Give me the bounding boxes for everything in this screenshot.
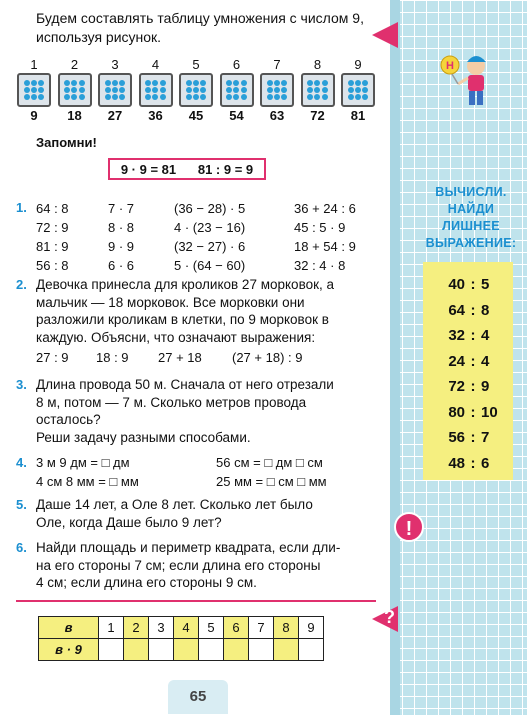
task-1-expr: 45 : 5 · 9: [294, 220, 346, 235]
task-2-expressions: [36, 350, 356, 365]
die-nine-dots-icon: [98, 73, 132, 107]
die-column: [57, 58, 93, 123]
table-answer-cell[interactable]: [299, 639, 324, 661]
task-5-number: 5.: [16, 497, 27, 512]
side-expression-part: 5: [481, 276, 490, 293]
die-index: 9: [354, 57, 362, 72]
question-mark: ?: [384, 607, 395, 627]
die-index: 1: [30, 57, 38, 72]
side-expression-part: 6: [481, 454, 490, 472]
task-1-expr: 81 : 9: [36, 239, 69, 254]
task-2-line: Девочка принесла для кроликов 27 морковок, а: [36, 277, 335, 292]
task-1-expr: 7 · 7: [108, 201, 135, 216]
die-nine-dots-icon: [341, 73, 375, 107]
table-cell: 9: [299, 617, 324, 639]
side-expression-part: :: [470, 276, 476, 293]
die-product: 27: [107, 108, 123, 123]
boy-character-icon: [438, 48, 494, 110]
task-1-expr: 32 : 4 · 8: [294, 258, 346, 273]
die-product: 81: [350, 108, 366, 123]
side-expression-part: 56: [448, 429, 465, 446]
side-expressions-box: [423, 262, 513, 480]
side-expression-part: :: [470, 429, 476, 446]
side-expression-part: :: [470, 403, 476, 421]
task-2-number: 2.: [16, 277, 27, 292]
side-expression-part: :: [470, 301, 476, 319]
die-nine-dots-icon: [260, 73, 294, 107]
die-nine-dots-icon: [220, 73, 254, 107]
side-title-line: ВЫЧИСЛИ.: [435, 185, 507, 199]
die-column: [97, 58, 133, 123]
side-expression: [423, 298, 513, 324]
task-3-number: 3.: [16, 377, 27, 392]
task-5-line: Оле, когда Даше было 9 лет?: [36, 514, 222, 530]
side-expression-part: 32: [448, 327, 465, 344]
side-expression-part: 48: [448, 454, 465, 472]
table-cell: 4: [174, 617, 199, 639]
task-3-line: осталось?: [36, 412, 101, 427]
task-2-expr: 27 + 18: [158, 350, 202, 365]
warning-icon: !: [394, 512, 424, 542]
task-1-grid: [36, 200, 376, 274]
die-index: 8: [313, 57, 322, 72]
side-expression-part: 24: [448, 352, 465, 370]
die-column: [138, 58, 174, 123]
side-expression-part: 40: [448, 276, 465, 293]
task-6-line: на его стороны 7 см; если длина его стороны: [36, 557, 321, 573]
task-5-line: Даше 14 лет, а Оле 8 лет. Сколько лет было: [36, 497, 313, 512]
task-4-grid: [36, 454, 376, 490]
die-product: 18: [67, 108, 82, 123]
task-1-expr: (32 − 27) · 6: [174, 239, 246, 254]
die-nine-dots-icon: [58, 73, 92, 107]
side-expression: [423, 323, 513, 349]
page-number: 65: [168, 680, 228, 714]
task-1-expr: 8 · 8: [108, 220, 135, 235]
die-product: 36: [148, 108, 163, 123]
table-answer-cell[interactable]: [149, 639, 174, 661]
table-cell: 8: [274, 617, 299, 639]
side-expression-part: :: [470, 352, 476, 370]
table-answer-cell[interactable]: [199, 639, 224, 661]
side-expression-part: 9: [481, 378, 490, 395]
die-column: [178, 58, 214, 123]
side-expression-part: :: [470, 327, 476, 344]
die-index: 5: [192, 57, 200, 72]
die-column: [340, 58, 376, 123]
die-column: [300, 58, 336, 123]
table-answer-cell[interactable]: [249, 639, 274, 661]
side-expression-part: :: [470, 454, 476, 472]
side-expression: [423, 425, 513, 451]
task-4-number: 4.: [16, 455, 27, 470]
side-expression: [423, 400, 513, 426]
task-4-item: 4 см 8 мм = □ мм: [36, 474, 139, 489]
table-answer-cell[interactable]: [274, 639, 299, 661]
die-index: 7: [273, 57, 281, 72]
task-6-number: 6.: [16, 540, 27, 555]
side-expression-part: 4: [481, 327, 490, 344]
die-column: [16, 58, 52, 123]
side-expression: [423, 451, 513, 477]
die-product: 63: [269, 108, 285, 123]
remember-label: Запомни!: [36, 135, 97, 150]
task-1-expr: 4 · (23 − 16): [174, 220, 246, 235]
die-nine-dots-icon: [179, 73, 213, 107]
table-row: [39, 617, 324, 639]
table-cell: 1: [99, 617, 124, 639]
die-index: 4: [151, 57, 160, 72]
side-expression-part: 10: [481, 403, 498, 421]
side-title-line: ВЫРАЖЕНИЕ:: [425, 236, 517, 250]
task-2-expr: 18 : 9: [96, 350, 129, 365]
badge-letter: Н: [446, 60, 454, 72]
side-expression: [423, 374, 513, 400]
table-cell: 3: [149, 617, 174, 639]
table-cell: 5: [199, 617, 224, 639]
multiplication-table: [38, 616, 324, 661]
die-index: 3: [111, 57, 119, 72]
die-column: [219, 58, 255, 123]
table-answer-cell[interactable]: [174, 639, 199, 661]
side-expression-part: 7: [481, 429, 490, 446]
task-5-text: [36, 496, 376, 531]
die-product: 9: [30, 108, 38, 123]
task-1-expr: 9 · 9: [108, 239, 135, 254]
task-4-item: 25 мм = □ см □ мм: [216, 474, 327, 489]
task-2-expr: (27 + 18) : 9: [232, 350, 303, 365]
rule-divide: 81 : 9 = 9: [197, 161, 254, 177]
table-answer-cell[interactable]: [99, 639, 124, 661]
side-expression-part: 72: [448, 378, 465, 395]
side-title-line: ЛИШНЕЕ: [442, 219, 500, 233]
task-4-item: 56 см = □ дм □ см: [216, 455, 323, 470]
task-6-text: [36, 539, 376, 592]
task-2-text: [36, 276, 376, 346]
side-expression: [423, 349, 513, 375]
task-4-item: 3 м 9 дм = □ дм: [36, 455, 130, 470]
die-nine-dots-icon: [301, 73, 335, 107]
side-expression-part: 80: [448, 403, 465, 421]
task-1-expr: 56 : 8: [36, 258, 69, 273]
die-nine-dots-icon: [17, 73, 51, 107]
task-3-text: [36, 376, 376, 446]
task-1-expr: (36 − 28) · 5: [174, 201, 246, 216]
side-title-line: НАЙДИ: [447, 202, 495, 216]
die-index: 2: [70, 57, 79, 72]
task-1-expr: 6 · 6: [108, 258, 135, 273]
dice-row: [16, 58, 376, 123]
table-answer-cell[interactable]: [224, 639, 249, 661]
side-title: [418, 184, 524, 252]
rule-multiply: 9 · 9 = 81: [120, 161, 177, 177]
table-row: [39, 639, 324, 661]
task-1-expr: 72 : 9: [36, 220, 69, 235]
side-expression-part: :: [470, 378, 476, 395]
task-2-line: каждую. Объясни, что означают выражения:: [36, 329, 316, 345]
divider-line: [16, 600, 376, 602]
table-header-cell: в: [39, 617, 99, 639]
task-3-line: Реши задачу разными способами.: [36, 429, 251, 445]
rule-box: [108, 158, 266, 180]
task-1-expr: 5 · (64 − 60): [174, 258, 246, 273]
die-nine-dots-icon: [139, 73, 173, 107]
task-1-expr: 64 : 8: [36, 201, 69, 216]
table-answer-cell[interactable]: [124, 639, 149, 661]
intro-text: Будем составлять таблицу умножения с числом 9, используя рисунок.: [36, 10, 364, 45]
table-cell: 2: [124, 617, 149, 639]
table-cell: 6: [224, 617, 249, 639]
task-6-line: Найди площадь и периметр квадрата, если дли-: [36, 540, 341, 555]
die-product: 72: [310, 108, 325, 123]
die-product: 54: [229, 108, 244, 123]
task-2-line: разложили кроликам в клетки, по 9 морковок в: [36, 312, 329, 327]
die-index: 6: [232, 57, 241, 72]
side-expression-part: 64: [448, 301, 465, 319]
task-2-line: мальчик — 18 морковок. Все морковки они: [36, 294, 305, 310]
side-expression: [423, 272, 513, 298]
side-expression-part: 8: [481, 301, 490, 319]
table-header-cell: в · 9: [39, 639, 99, 661]
task-6-line: 4 см; если длина его стороны 9 см.: [36, 575, 257, 590]
task-1-expr: 36 + 24 : 6: [294, 201, 356, 216]
task-2-expr: 27 : 9: [36, 350, 69, 365]
task-1-number: 1.: [16, 200, 27, 215]
task-3-line: Длина провода 50 м. Сначала от него отрезали: [36, 377, 334, 392]
die-column: [259, 58, 295, 123]
task-1-expr: 18 + 54 : 9: [294, 239, 356, 254]
task-3-line: 8 м, потом — 7 м. Сколько метров провода: [36, 394, 307, 410]
table-cell: 7: [249, 617, 274, 639]
side-expression-part: 4: [481, 352, 490, 370]
die-product: 45: [188, 108, 204, 123]
